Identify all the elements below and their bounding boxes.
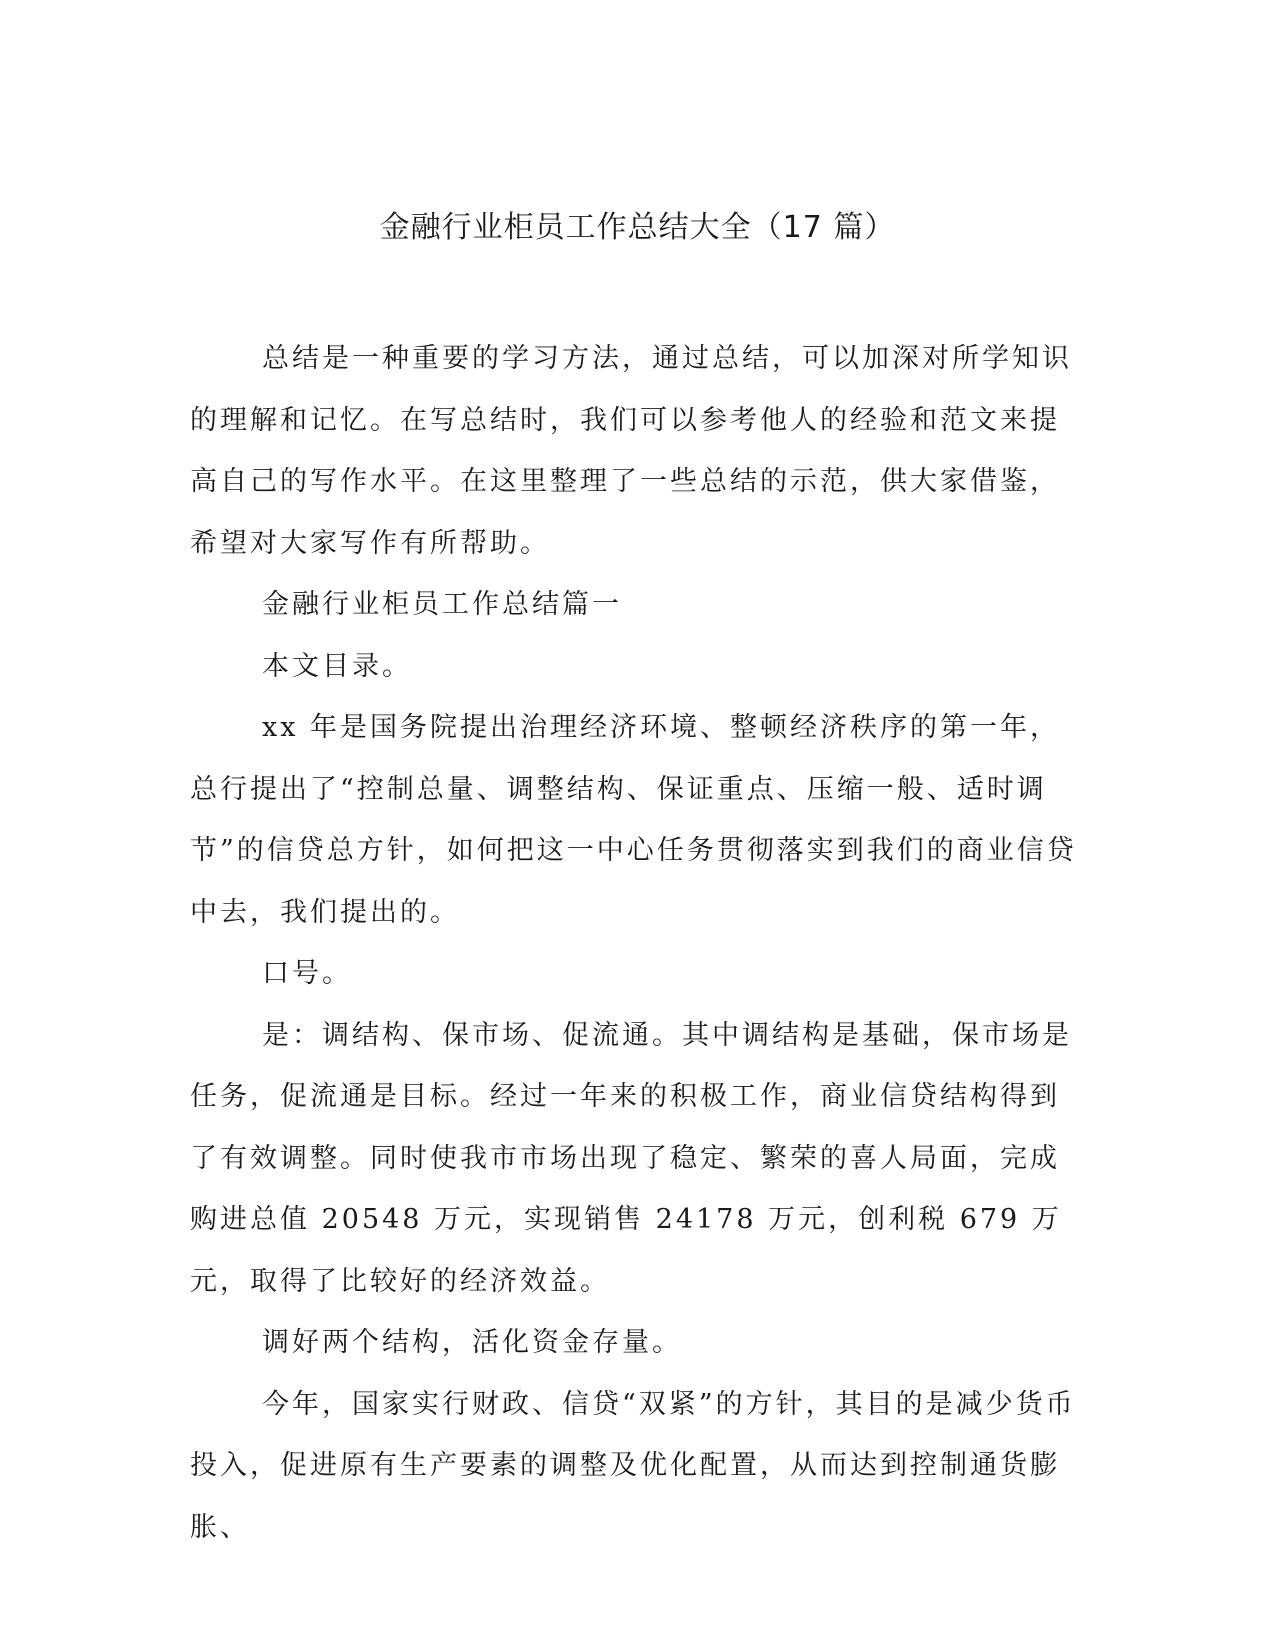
paragraph-results: 是：调结构、保市场、促流通。其中调结构是基础，保市场是任务，促流通是目标。经过一年来的积极工作，商业信贷结构得到了有效调整。同时使我市市场出现了稳定、繁荣的喜人局面，完成购进总值 20548 万元，实现销售 24178 万元，创利税 679 万元，取得了比较好的经济效益。 — [190, 1019, 1072, 1297]
paragraph-intro: 总结是一种重要的学习方法，通过总结，可以加深对所学知识的理解和记忆。在写总结时，我们可以参考他人的经验和范文来提高自己的写作水平。在这里整理了一些总结的示范，供大家借鉴，希望对大家写作有所帮助。 — [190, 343, 1072, 559]
paragraph-table-of-contents: 本文目录。 — [262, 650, 412, 682]
document-title: 金融行业柜员工作总结大全（17 篇） — [379, 210, 896, 245]
document-body — [190, 328, 1080, 1558]
paragraph-slogan: 口号。 — [262, 958, 352, 989]
paragraph-structure-heading: 调好两个结构，活化资金存量。 — [262, 1327, 682, 1358]
paragraph-credit-policy: xx 年是国务院提出治理经济环境、整顿经济秩序的第一年，总行提出了“控制总量、调整结构、保证重点、压缩一般、适时调节”的信贷总方针，如何把这一中心任务贯彻落实到我们的商业信贷中去，我们提出的。 — [190, 712, 1077, 928]
section-heading-part-one: 金融行业柜员工作总结篇一 — [262, 589, 622, 620]
paragraph-policy-continued: 今年，国家实行财政、信贷“双紧”的方针，其目的是减少货币投入，促进原有生产要素的调整及优化配置，从而达到控制通货膨胀、 — [190, 1388, 1076, 1543]
